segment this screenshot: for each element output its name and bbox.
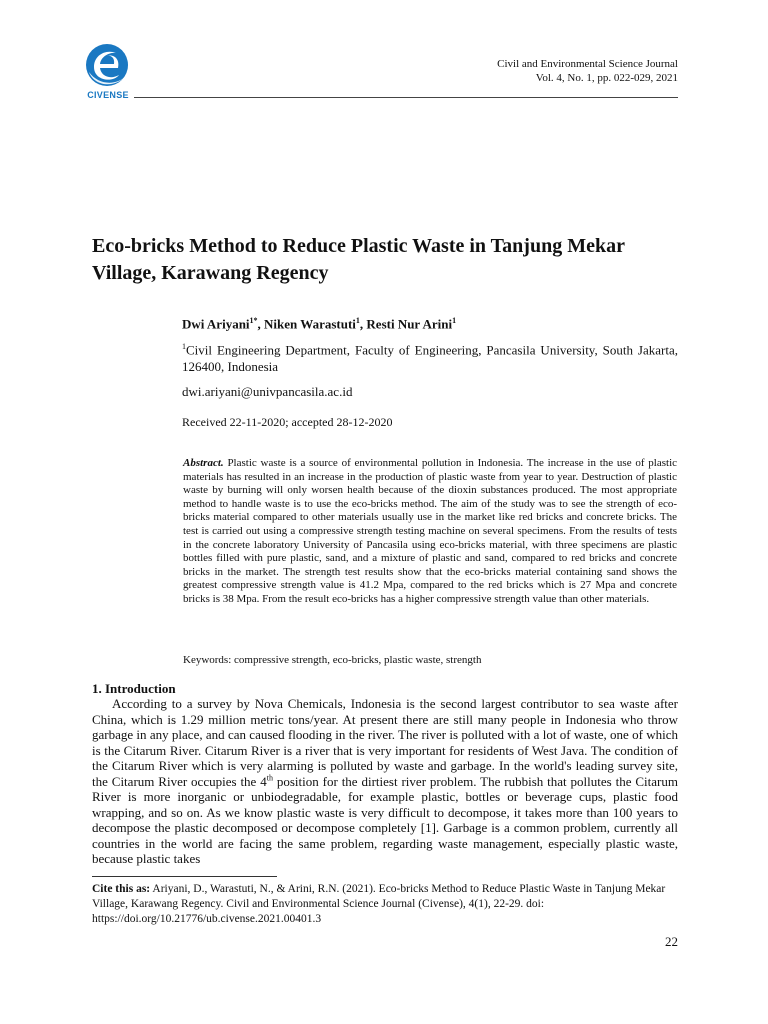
body-text-2: position for the dirtiest river problem. The rubbish that pollutes the Citarum River is more inorganic or unbiodegradable, for example plastic, bottles or beverage cups, plastic food wrapping, and so on. As we know plastic waste is very difficult to decompose, it takes more than 100 years to decompose the plastic decomposed or decompose completely [1]. Garbage is a common problem, currently all countries in the world are facing the same problem, regarding waste management, especially plastic waste, because plastic takes (92, 773, 678, 866)
body-sup: th (266, 773, 273, 783)
abstract (183, 457, 677, 607)
citation-label: Cite this as: (92, 883, 151, 895)
journal-info (497, 57, 678, 85)
author-name: Resti Nur Arini (366, 316, 453, 332)
author-name: Dwi Ariyani (182, 316, 250, 332)
header-rule (134, 97, 678, 98)
author-list (182, 316, 456, 332)
author-sup: 1 (452, 316, 457, 325)
page-number: 22 (665, 934, 678, 949)
corresponding-email[interactable]: dwi.ariyani@univpancasila.ac.id (182, 384, 353, 399)
citation (92, 882, 678, 927)
journal-name: Civil and Environmental Science Journal (497, 58, 678, 70)
abstract-text: Plastic waste is a source of environmental pollution in Indonesia. The increase in the use of plastic materials has resulted in an increase in the production of plastic waste from year to year. Destruction of plastic waste by burning will only worsen health because of the dioxin substances produced. The most appropriate method to handle waste is to use the eco-bricks method. The aim of the study was to see the strength of eco-bricks material compared to other materials usually use in the market like red bricks and concrete bricks. The test is carried out using a compressive strength testing machine on several specimens. From the results of tests in the concrete laboratory University of Pancasila using eco-bricks material, with three specimens are plastic bottles filled with pure plastic, sand, and a mixture of plastic and sand, compared to red bricks and concrete bricks in the market. The strength test results show that the eco-bricks material containing sand shows the greatest compressive strength value is 41.2 Mpa, compared to the red bricks which is 27 Mpa and concrete bricks is 38 Mpa. From the result eco-bricks has a higher compressive strength value than other materials. (183, 457, 678, 605)
paper-title: Eco-bricks Method to Reduce Plastic Waste in Tanjung Mekar Village, Karawang Regency (92, 235, 625, 284)
journal-volume: Vol. 4, No. 1, pp. 022-029, 2021 (535, 72, 678, 84)
citation-text[interactable]: Ariyani, D., Warastuti, N., & Arini, R.N. (2021). Eco-bricks Method to Reduce Plastic Waste in Tanjung Mekar Village, Karawang Regency. Civil and Environmental Science Journal (Civense), 4(1), 22-29. doi: https://doi.org/10.21776/ub.civense.2021.00401.3 (92, 883, 666, 925)
author-sep: , (257, 316, 265, 332)
section-heading: 1. Introduction (92, 681, 176, 696)
affiliation-text: Civil Engineering Department, Faculty of Engineering, Pancasila University, South Jakarta, 126400, Indonesia (182, 342, 678, 375)
logo-text: CIVENSE (87, 90, 129, 100)
footnote-rule (92, 876, 277, 877)
abstract-label: Abstract. (183, 457, 224, 469)
affiliation-sup: 1 (182, 342, 186, 351)
received-dates: Received 22-11-2020; accepted 28-12-2020 (182, 415, 393, 429)
author-name: Niken Warastuti (264, 316, 356, 332)
affiliation (182, 338, 678, 375)
section-body (92, 696, 678, 867)
author-sup: 1 (355, 316, 360, 325)
keywords: Keywords: compressive strength, eco-bricks, plastic waste, strength (183, 654, 482, 666)
body-text-1: According to a survey by Nova Chemicals, Indonesia is the second largest contributor to sea waste after China, which is 1.29 million metric tons/year. At present there are still many people in Indonesia who throw garbage in any place, and can caused flooding in the river. The river is polluted with a lot of waste, one of which is the Citarum River. Citarum River is a river that is very important for residents of West Java. The condition of the Citarum River which is very alarming is polluted by waste and garbage. In the world's leading survey site, the Citarum River occupies the 4 (92, 696, 678, 789)
author-sep: , (359, 316, 367, 332)
author-sup: 1* (249, 316, 258, 325)
